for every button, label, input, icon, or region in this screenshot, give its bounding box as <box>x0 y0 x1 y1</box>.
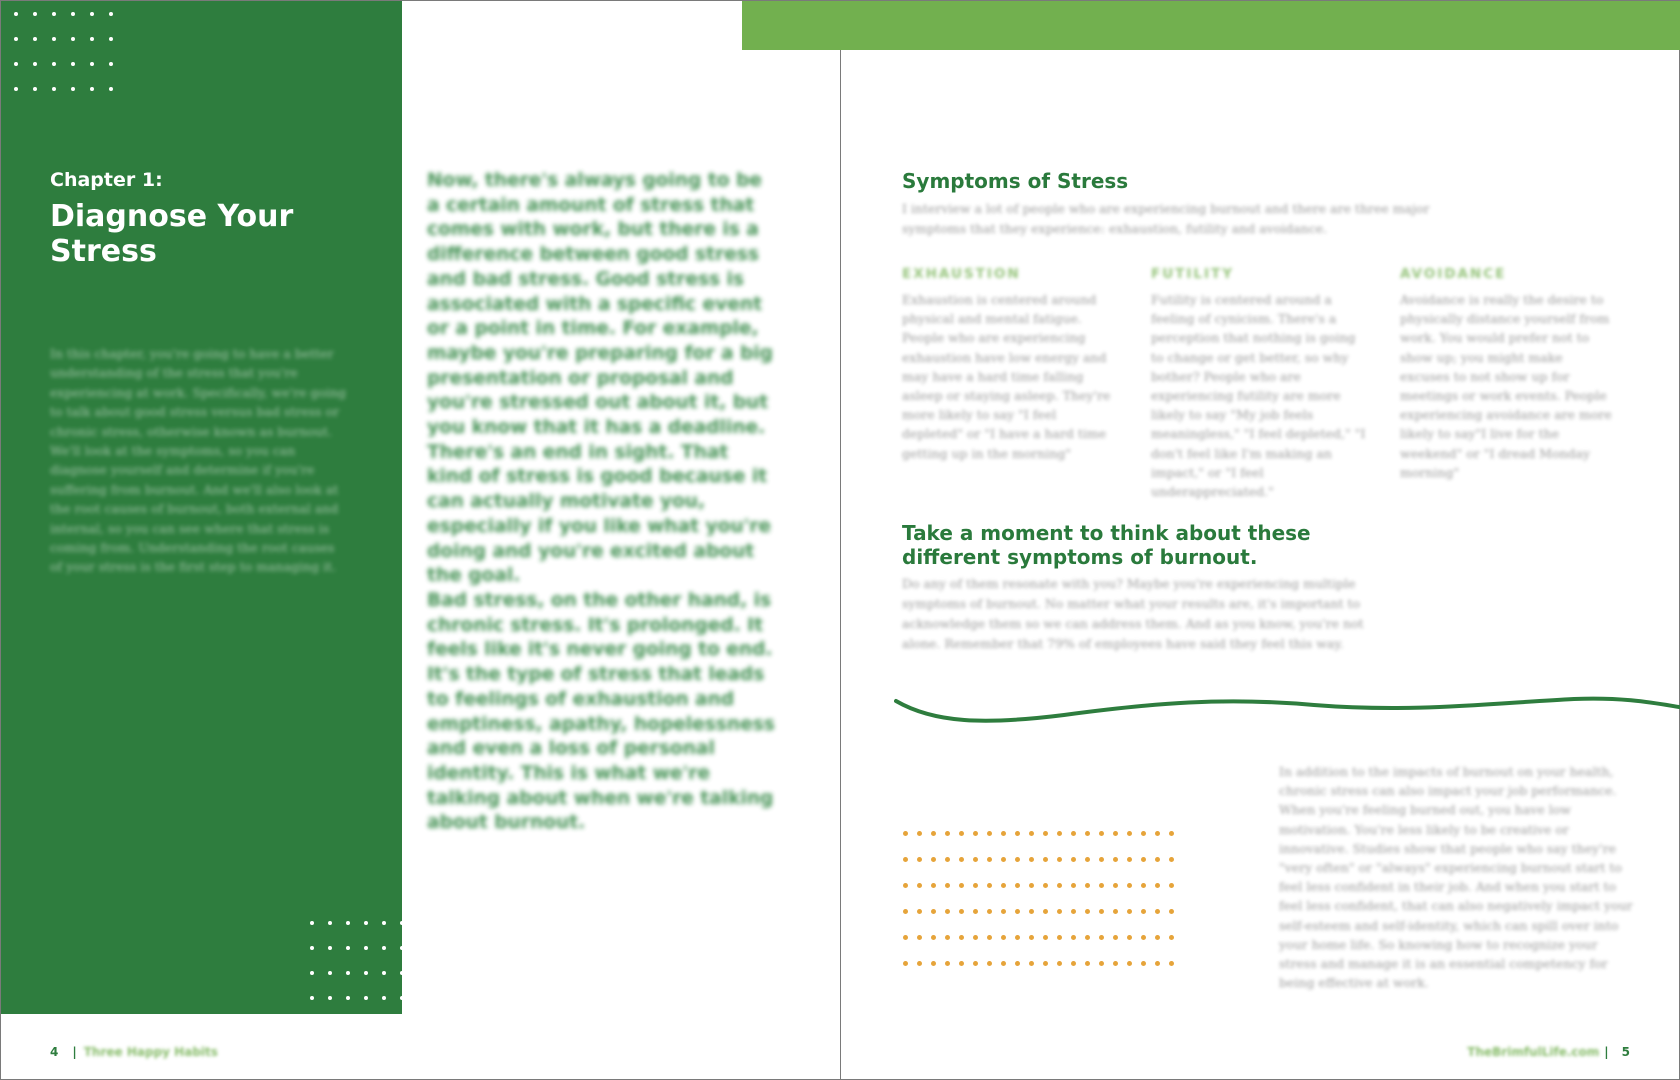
decorative-dots-bottom <box>310 921 404 1000</box>
right-footer <box>1467 1045 1630 1059</box>
page-spine <box>840 1 841 1080</box>
job-performance-paragraph: In addition to the impacts of burnout on your health, chronic stress can also impact your job performance. When you're feeling burned out, you have low motivation. You're less likely to be creative or innovative. Studies show that people who say they're "very often" or "always" experiencing burnout start to feel less confident in their job. And when you start to feel less confident, that can also negatively impact your self-esteem and self-identity, which can spill over into your home life. So knowing how to recognize your stress and manage it is an essential competency for being effective at work. <box>1279 764 1633 991</box>
website-link[interactable]: TheBrimfulLife.com <box>1467 1045 1600 1059</box>
symptoms-heading: Symptoms of Stress <box>902 169 1129 193</box>
symptom-heading: FUTILITY <box>1151 266 1235 282</box>
footer-separator: | <box>72 1045 77 1059</box>
page-number-right: 5 <box>1621 1045 1630 1059</box>
symptom-futility <box>1151 266 1366 501</box>
bad-stress-paragraph: Bad stress, on the other hand, is chronic stress. It's prolonged. It feels like it's never going to end. It's the type of stress that leads to feelings of exhaustion and emptiness, apathy, hopelessness and even a loss of personal identity. This is what we're talking about when we're talking about burnout. <box>427 590 775 834</box>
symptom-heading: EXHAUSTION <box>902 266 1021 282</box>
symptoms-intro: I interview a lot of people who are experiencing burnout and there are three major symptoms that they experience: exhaustion, futility and avoidance. <box>902 201 1430 236</box>
chapter-panel <box>1 1 402 1014</box>
book-title: Three Happy Habits <box>83 1045 218 1059</box>
page-number-left: 4 <box>50 1045 59 1059</box>
good-stress-paragraph: Now, there's always going to be a certain amount of stress that comes with work, but there is a difference between good stress and bad stress. Good stress is associated with a specific event or a point in time. For example, maybe you're preparing for a big presentation or proposal and you're stressed out about it, but you know that it has a deadline. There's an end in sight. That kind of stress is good because it can actually motivate you, especially if you like what you're doing and you're excited about the goal. <box>427 170 773 587</box>
decorative-orange-dots <box>903 831 1173 966</box>
moment-text: Do any of them resonate with you? Maybe you're experiencing multiple symptoms of burnout. No matter what your results are, it's important to acknowledge them so we can address them. And as you know, you're not alone. Remember that 79% of employees have said they feel this way. <box>902 576 1364 651</box>
chapter-intro: In this chapter, you're going to have a better understanding of the stress that you're experiencing at work. Specifically, we're going to talk about good stress versus bad stress or chronic stress, otherwise known as burnout. We'll look at the symptoms, so you can diagnose yourself and determine if you're suffering from burnout. And we'll also look at the root causes of burnout, both external and internal, so you can see where that stress is coming from. Understanding the root causes of your stress is the first step to managing it. <box>50 346 347 575</box>
symptom-text: Avoidance is really the desire to physically distance yourself from work. You would prefer not to show up; you might make excuses to not show up for meetings or work events. People experiencing avoidance are more likely to say"I live for the weekend" or "I dread Monday morning" <box>1400 292 1612 480</box>
moment-heading: Take a moment to think about these different symptoms of burnout. <box>902 521 1311 569</box>
decorative-dots-top <box>14 12 113 91</box>
symptom-heading: AVOIDANCE <box>1400 266 1507 282</box>
left-page <box>1 1 840 1080</box>
left-footer <box>50 1045 218 1059</box>
symptom-text: Exhaustion is centered around physical and mental fatigue. People who are experiencing exhaustion have low energy and may have a hard time falling asleep or staying asleep. They're more likely to say "I feel depleted" or "I have a hard time getting up in the morning" <box>902 292 1111 461</box>
chapter-label: Chapter 1: <box>50 169 163 191</box>
top-accent-bar <box>742 1 1680 50</box>
chapter-title: Diagnose Your Stress <box>50 199 294 269</box>
symptom-avoidance <box>1400 266 1615 482</box>
symptom-exhaustion <box>902 266 1117 463</box>
symptom-text: Futility is centered around a feeling of cynicism. There's a perception that nothing is going to change or get better, so why bother? People who are experiencing futility are more likely to say "My job feels meaningless," "I feel depleted," "I don't feel like I'm making an impact," or "I feel underappreciated." <box>1151 292 1366 500</box>
footer-separator: | <box>1604 1045 1609 1059</box>
decorative-wave-line <box>894 691 1680 731</box>
